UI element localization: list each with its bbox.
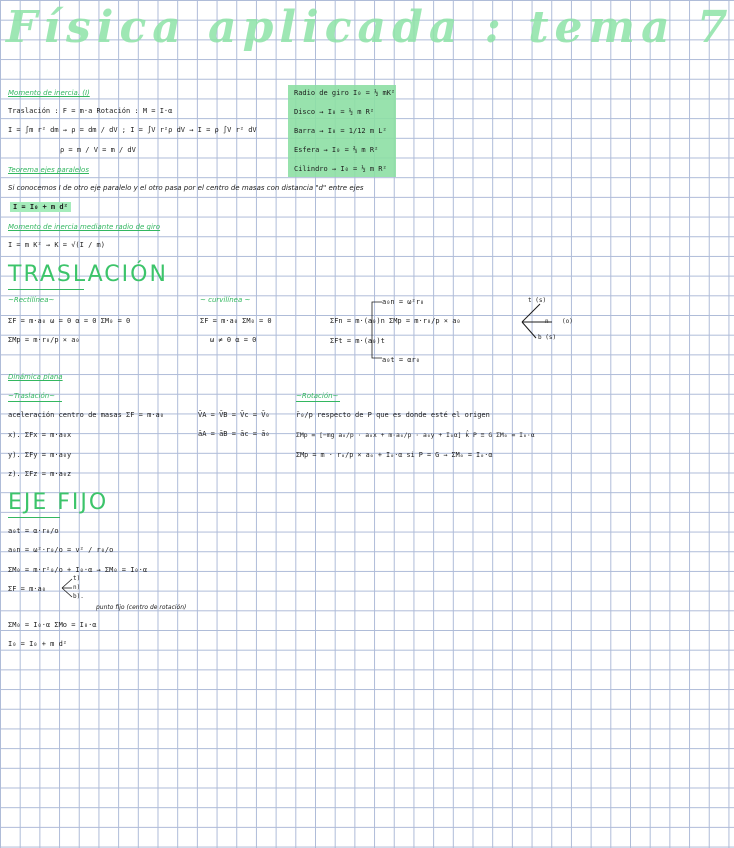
page-title: Física aplicada : tema 7: [6, 2, 734, 53]
eje-fijo-underline: [8, 517, 60, 518]
gyration-title: Radio de giro I₀ = ½ mK²: [294, 89, 396, 97]
rectilinea-line-2: ΣMp = m·r₀/p × a₀: [8, 336, 80, 344]
eje-line-at: a₀t = α·r₀/o: [8, 527, 59, 535]
curvilinea-bracket: [370, 298, 384, 362]
radius-formula: I = m K² → K = √(I / m): [8, 241, 105, 249]
curvilinea-at: a₀t = αr₀: [382, 356, 420, 364]
eje-note: punto fijo (centro de rotación): [96, 604, 187, 611]
dinamica-heading: Dinámica plana: [8, 373, 63, 381]
curvilinea-fn: ΣFn = m·(a₀)n ΣMp = m·r₀/p × a₀: [330, 317, 461, 325]
rotacion-sub: ~Rotación~: [296, 392, 339, 400]
rotacion-line-3: ΣMp = m · r₀/p × a₀ + I₀·α si P = G → ΣM₀ = I₀·α: [296, 451, 493, 459]
rotacion-line-1: r̄₀/p respecto de P que es donde esté el origen: [296, 411, 490, 419]
rectilinea-label: ~Rectilínea~: [8, 296, 55, 304]
gyration-row-disco: Disco → I₀ = ½ m R²: [294, 108, 375, 116]
eje-line-m0: ΣM₀ = m·r²₀/o + I₀·α → ΣM₀ = I₀·α: [8, 566, 148, 574]
steiner-formula: I = I₀ + m d²: [10, 202, 71, 212]
dinamica-line-1: aceleración centro de masas ΣF = m·a₀: [8, 411, 164, 419]
gyration-row-barra: Barra → I₀ = 1/12 m L²: [294, 127, 387, 135]
traslacion-underline: [8, 289, 84, 290]
axis-label-n: n: [545, 318, 549, 325]
curvilinea-line-2: ω ≠ 0 α = 0: [210, 336, 257, 344]
traslacion-sub: ~Traslación~: [8, 392, 56, 400]
steiner-text: Si conocemos I de otro eje paralelo y el otro pasa por el centro de masas con distancia "d" entre ejes: [8, 184, 364, 192]
gyration-row-cilindro: Cilindro → I₀ = ½ m R²: [294, 165, 387, 173]
eje-branch-t: t): [73, 575, 81, 582]
eje-branch-b: b).: [73, 593, 84, 600]
axis-label-b: b (s): [538, 334, 557, 341]
velocity-line: V̄A = V̄B = V̄c = V̄₀: [198, 411, 270, 419]
eje-line-an: a₀n = ω²·r₀/o = v² / r₀/o: [8, 546, 114, 554]
eje-line-steiner: I₀ = I₀ + m d²: [8, 640, 68, 648]
rotacion-line-2: ΣMp = [−mg a₀/p · a₀x + m·a₀/p · a₀y + I₀α] k̂ P ≡ G ΣM₀ = I₀·α: [296, 431, 535, 439]
gyration-row-esfera: Esfera → I₀ = ⅔ m R²: [294, 146, 379, 154]
eje-branch-icon: [60, 576, 74, 600]
curvilinea-ft: ΣFt = m·(a₀)t: [330, 337, 385, 345]
eje-line-f: ΣF = m·a₀: [8, 585, 46, 593]
rotacion-sub-underline: [296, 401, 340, 402]
moment-line-2: I = ∫m r² dm → ρ = dm / dV ; I = ∫V r²ρ dV → I = ρ ∫V r² dV: [8, 126, 257, 134]
eje-branch-n: n): [73, 584, 81, 591]
acceleration-line: āA = āB = āc = ā₀: [198, 430, 270, 438]
dinamica-line-z: z). ΣFz = m·a₀z: [8, 470, 72, 478]
moment-line-3: ρ = m / V = m / dV: [60, 146, 136, 154]
axis-label-o: (o): [562, 318, 573, 325]
curvilinea-an: a₀n = ω²r₀: [382, 298, 425, 306]
rectilinea-line-1: ΣF = m·a₀ ω = 0 α = 0 ΣM₀ = 0: [8, 317, 131, 325]
dinamica-line-x: x). ΣFx = m·a₀x: [8, 431, 72, 439]
curvilinea-label: ~ curvilínea ~: [200, 296, 251, 304]
axis-label-t: t (s): [528, 297, 547, 304]
traslacion-heading: TRASLACIÓN: [8, 262, 168, 287]
moment-heading: Momento de inercia. (I): [8, 89, 90, 97]
eje-fijo-heading: EJE FIJO: [8, 490, 109, 515]
eje-line-moments: ΣM₀ = I₀·α ΣMo = I₀·α: [8, 621, 97, 629]
radius-heading: Momento de inercia mediante radio de giro: [8, 223, 161, 231]
traslacion-sub-underline: [8, 401, 62, 402]
steiner-heading: Teorema ejes paralelos: [8, 166, 89, 174]
moment-line-1: Traslación : F = m·a Rotación : M = I·α: [8, 107, 173, 115]
curvilinea-line-1: ΣF = m·a₀ ΣM₀ = 0: [200, 317, 272, 325]
dinamica-line-y: y). ΣFy = m·a₀y: [8, 451, 72, 459]
